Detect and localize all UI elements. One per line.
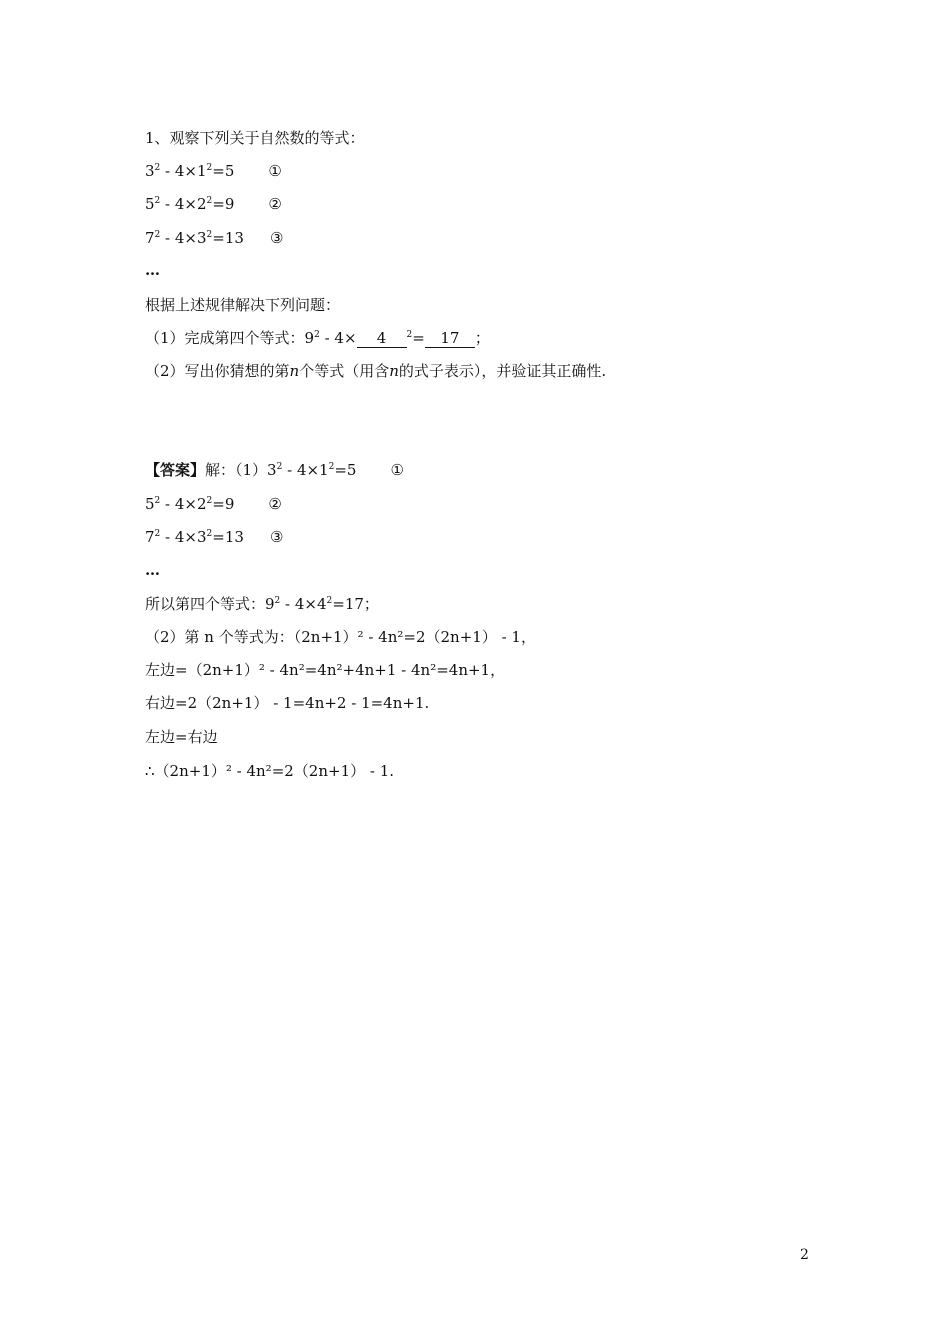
page-number: 2	[800, 1247, 809, 1263]
answer-equal-sides: 左边=右边	[145, 728, 218, 746]
question-part-1: （1）完成第四个等式：$9^2 - 4\times 4$ $^2$= 17 ；	[145, 329, 490, 347]
answer-blank-1: 4	[357, 329, 407, 348]
answer-intro: 【答案】解：$(1)3^2 - 4\times 1^2=5$ ①	[145, 461, 404, 479]
question-equation-3: $7^2 - 4\times 3^2=13$ ③	[145, 229, 284, 247]
answer-equation-2: $5^2 - 4\times 2^2=9$ ②	[145, 495, 282, 513]
equation-marker: ①	[390, 461, 404, 479]
equation-marker: ①	[268, 162, 282, 180]
equation-marker: ③	[269, 528, 284, 546]
equation-marker: ③	[269, 229, 284, 247]
question-instruction: 根据上述规律解决下列问题：	[145, 296, 341, 314]
answer-label: 【答案】	[145, 461, 206, 479]
question-equation-2: $5^2 - 4\times 2^2=9$ ②	[145, 195, 282, 213]
answer-ellipsis: …	[145, 561, 160, 579]
answer-part-2: （2）第 n 个等式为：（2n+1）² - 4n²=2（2n+1） - 1，	[145, 628, 536, 646]
question-ellipsis: …	[145, 261, 160, 279]
answer-equation-3: $7^2 - 4\times 3^2=13$ ③	[145, 528, 284, 546]
answer-right-side: 右边=2（2n+1） - 1=4n+2 - 1=4n+1.	[145, 694, 430, 712]
answer-fourth-equation: 所以第四个等式：$9^2 - 4\times 4^2=17$；	[145, 595, 379, 613]
question-part-2: （2）写出你猜想的第n个等式（用含n的式子表示），并验证其正确性.	[145, 362, 607, 380]
question-equation-1: $3^2 - 4\times 1^2=5$ ①	[145, 162, 282, 180]
answer-left-side: 左边=（2n+1）² - 4n²=4n²+4n+1 - 4n²=4n+1，	[145, 661, 506, 679]
answer-conclusion: ∴（2n+1）² - 4n²=2（2n+1） - 1.	[145, 762, 395, 780]
answer-blank-2: 17	[425, 329, 475, 348]
equation-marker: ②	[268, 195, 282, 213]
question-title: 1、观察下列关于自然数的等式：	[145, 129, 365, 147]
equation-marker: ②	[268, 495, 282, 513]
